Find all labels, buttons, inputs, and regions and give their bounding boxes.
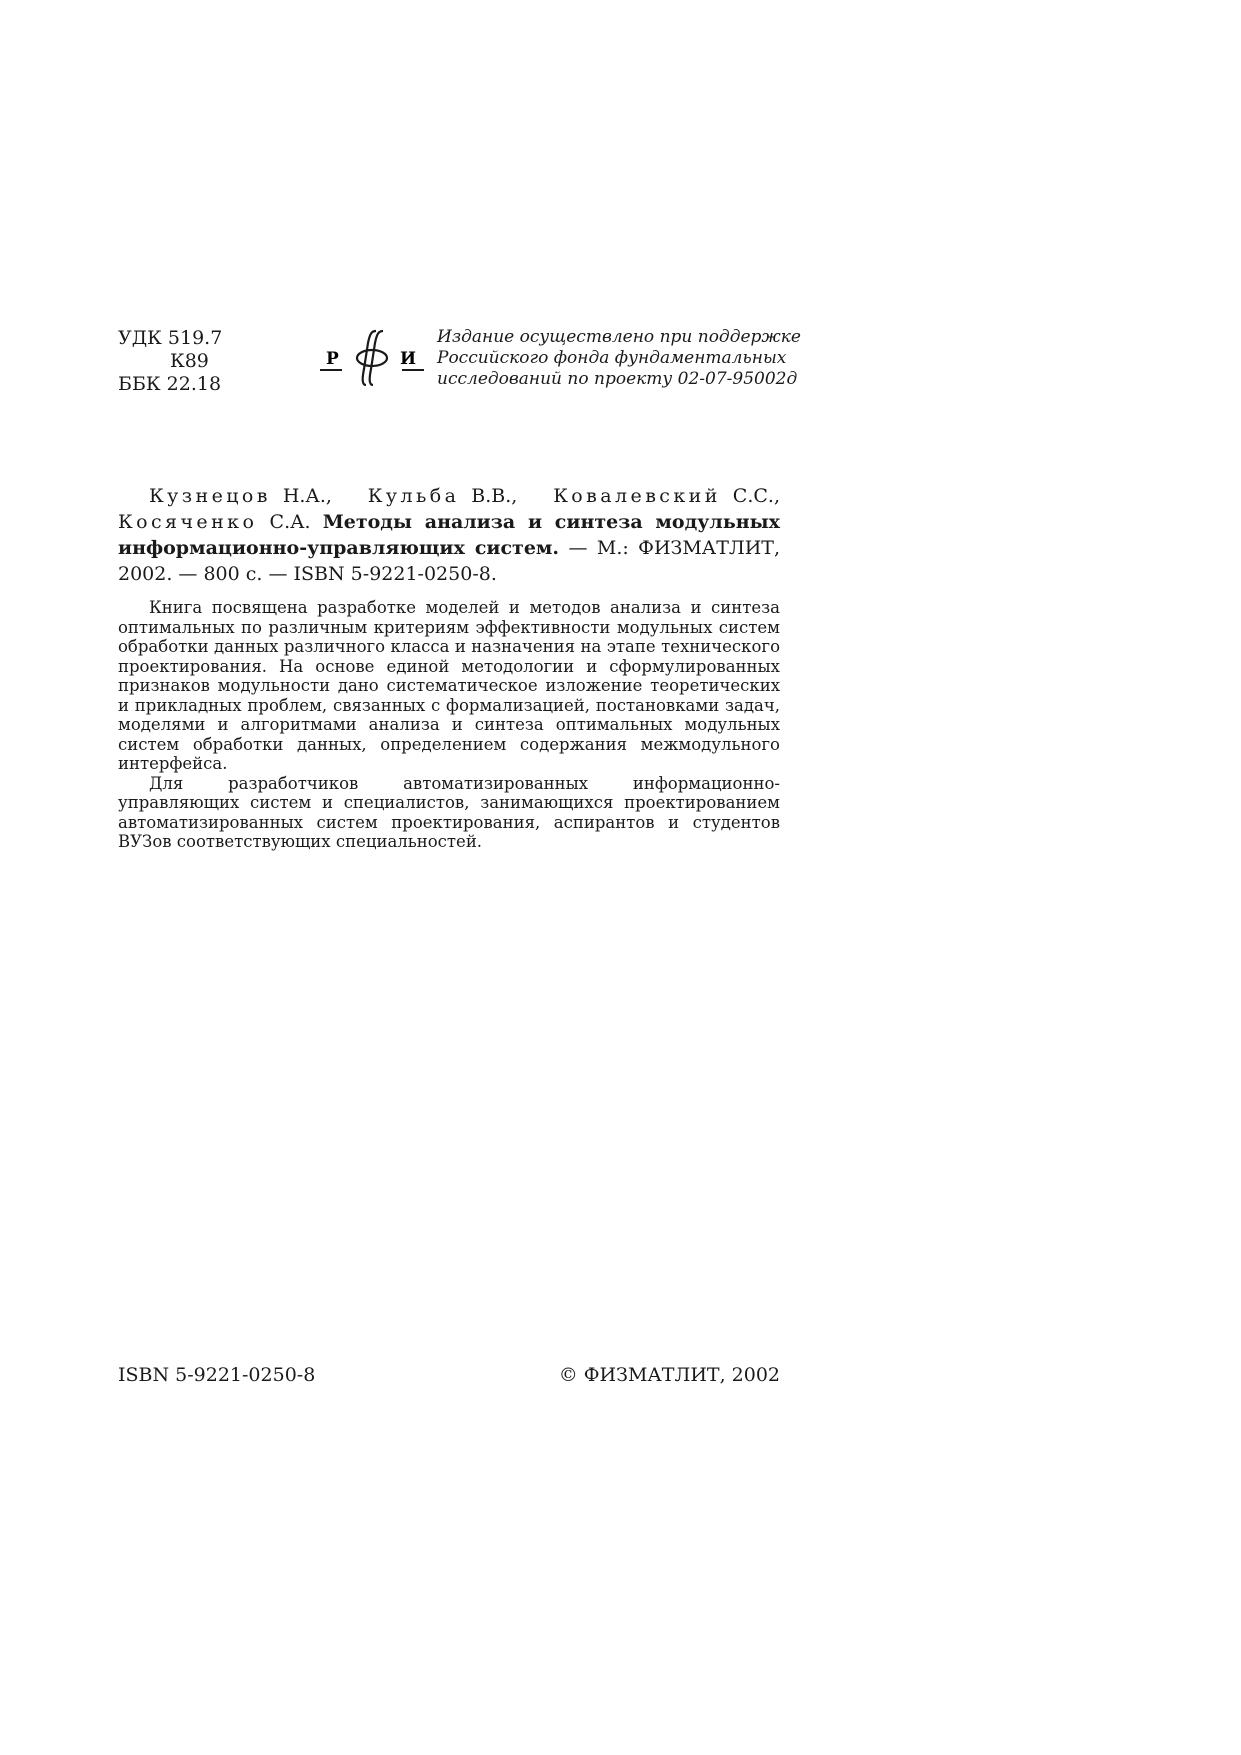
- author-surname: Ковалевский: [553, 485, 721, 507]
- rffi-logo-letter-r: Р: [326, 349, 339, 369]
- copyright-notice: © ФИЗМАТЛИТ, 2002: [558, 1364, 780, 1386]
- classification-block: [118, 327, 222, 396]
- author-surname: Кульба: [367, 485, 460, 507]
- support-note-line: исследований по проекту 02-07-95002д: [437, 369, 798, 389]
- rffi-logo: [318, 329, 426, 387]
- support-note: [437, 327, 801, 390]
- support-note-line: Издание осуществлено при поддержке: [437, 327, 801, 347]
- author-initials: Н.А.,: [282, 485, 332, 507]
- isbn-footer: ISBN 5-9221-0250-8: [118, 1364, 316, 1386]
- book-title: Методы анализа и синтеза модульных информационно-управляющих систем.: [118, 511, 780, 559]
- author-initials: С.С.,: [732, 485, 780, 507]
- support-note-line: Российского фонда фундаментальных: [437, 348, 787, 368]
- author-initials: С.А.: [269, 511, 311, 533]
- bibliographic-record: [118, 483, 780, 587]
- author-surname: Косяченко: [118, 511, 258, 533]
- imprint: — М.: ФИЗМАТЛИТ, 2002. — 800 с. — ISBN 5-9221-0250-8.: [118, 537, 781, 585]
- annotation-paragraph: Книга посвящена разработке моделей и методов анализа и синтеза оптимальных по различным критериям эффективности модульных систем обработки данных различного класса и назначения на этапе технического проектирования. На основе единой методологии и сформулированных признаков модульности дано систематическое изложение теоретических и прикладных проблем, связанных с формализацией, постановками задач, моделями и алгоритмами анализа и синтеза оптимальных модульных систем обработки данных, определением содержания межмодульного интерфейса.: [118, 598, 780, 773]
- bbk-code: ББК 22.18: [118, 373, 222, 395]
- rffi-logo-letter-i: И: [400, 349, 417, 369]
- author-initials: В.В.,: [471, 485, 518, 507]
- author-mark: К89: [170, 350, 209, 372]
- annotation: [118, 598, 780, 852]
- udk-code: УДК 519.7: [118, 327, 223, 349]
- author-surname: Кузнецов: [149, 485, 271, 507]
- rffi-logo-stem-right: [370, 331, 383, 385]
- annotation-paragraph: Для разработчиков автоматизированных информационно-управляющих систем и специалистов, занимающихся проектированием автоматизированных систем проектирования, аспирантов и студентов ВУЗов соответствующих специальностей.: [118, 773, 780, 851]
